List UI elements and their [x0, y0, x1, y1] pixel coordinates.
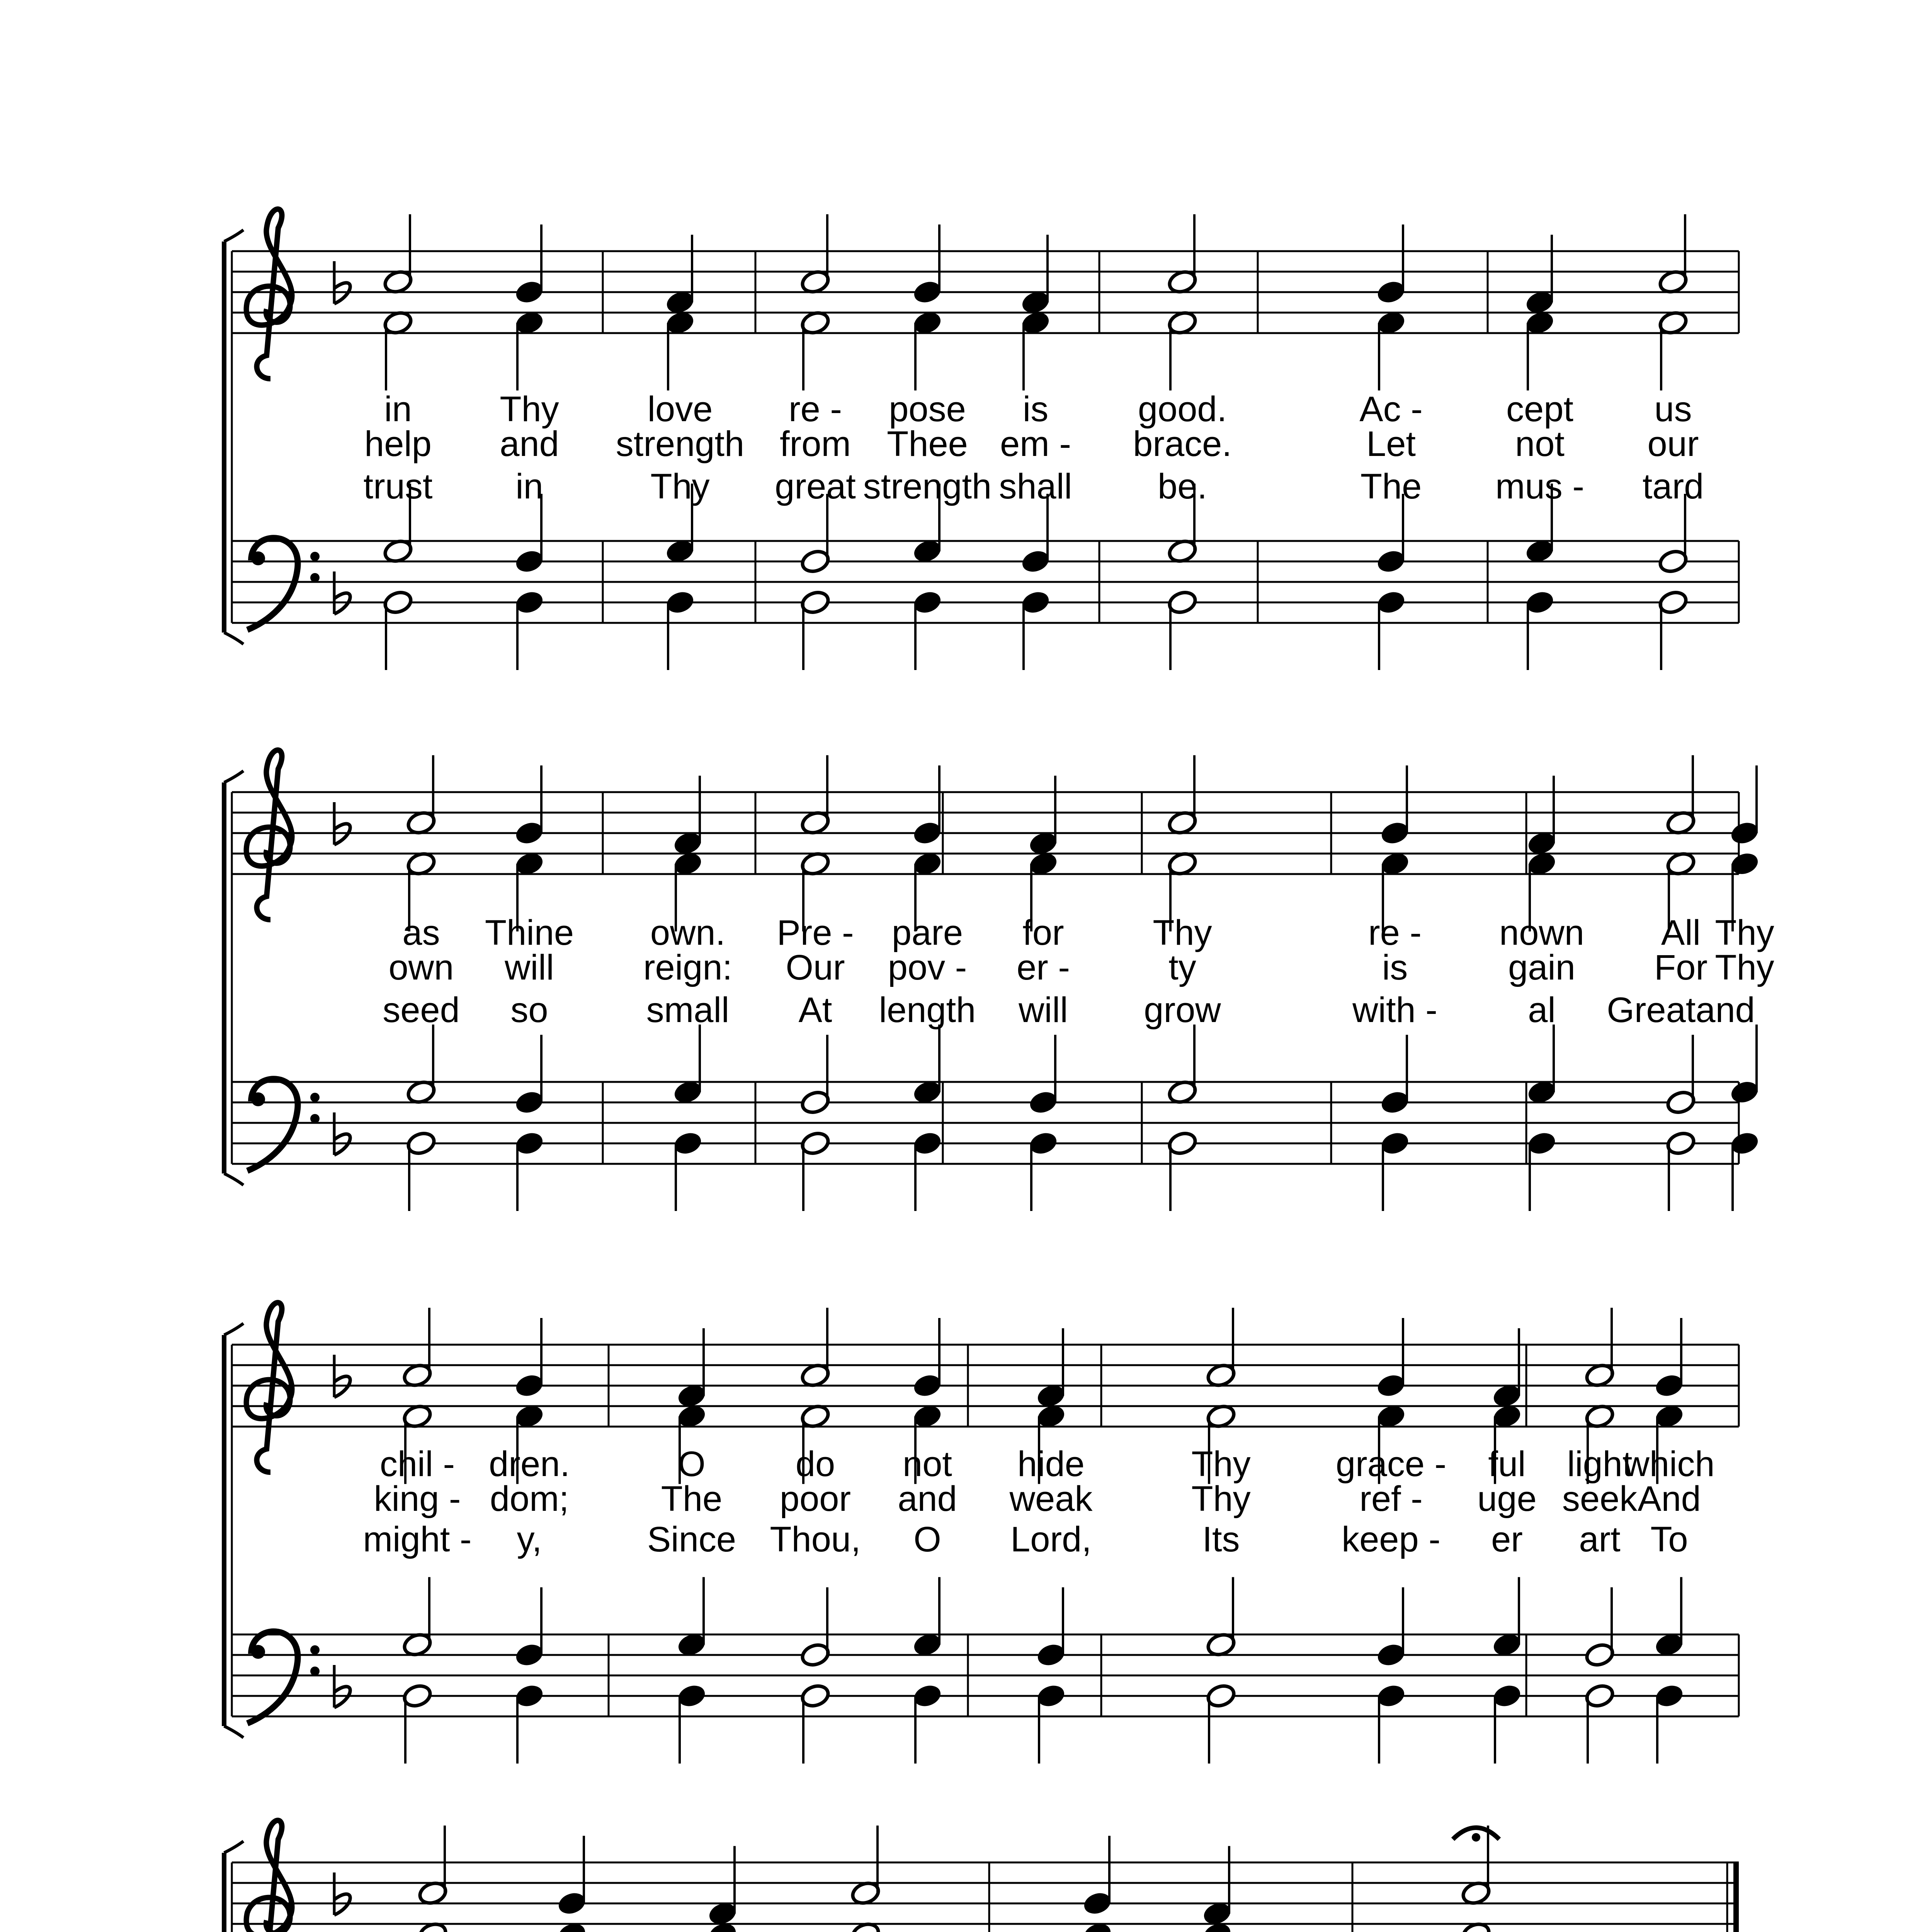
lyric-word: cept — [1506, 389, 1573, 429]
bass-note — [912, 1683, 943, 1764]
treble-clef-icon — [247, 750, 292, 920]
tenor-note — [912, 1577, 943, 1658]
soprano-note — [514, 224, 545, 305]
tenor-note — [1028, 1035, 1059, 1116]
alto-note — [1658, 310, 1689, 390]
lyric-word: with - — [1352, 990, 1437, 1030]
bass-note — [665, 589, 696, 670]
lyric-word: al — [1528, 990, 1556, 1030]
bracket-hook — [224, 1726, 243, 1738]
soprano-note — [800, 1308, 831, 1389]
lyric-word: em - — [1000, 424, 1071, 464]
soprano-note — [665, 235, 696, 316]
bass-note — [514, 1130, 545, 1211]
tenor-note — [672, 1025, 703, 1105]
lyric-word: Ac - — [1359, 389, 1423, 429]
bass-note — [800, 1130, 831, 1211]
lyric-word: er - — [1017, 948, 1070, 987]
lyric-word: Since — [647, 1520, 736, 1559]
flat-bowl — [334, 283, 350, 304]
lyric-word: king - — [374, 1479, 461, 1519]
soprano-note — [383, 214, 413, 295]
lyric-word: dom; — [490, 1479, 569, 1519]
lyric-word: strength — [863, 467, 992, 506]
bass-note — [406, 1130, 437, 1211]
note-head — [1082, 1921, 1113, 1932]
soprano-note — [912, 1318, 943, 1399]
alto-note — [383, 310, 413, 390]
soprano-note — [1492, 1328, 1522, 1409]
lyric-word: Thy — [1715, 948, 1774, 987]
tenor-note — [1492, 1577, 1522, 1658]
bass-clef-dot — [310, 1645, 320, 1655]
bass-note — [1206, 1683, 1236, 1764]
soprano-note — [1654, 1318, 1685, 1399]
lyric-word: seek — [1562, 1479, 1638, 1519]
lyric-word: er — [1491, 1520, 1523, 1559]
bass-note — [1020, 589, 1051, 670]
soprano-note — [1202, 1846, 1233, 1927]
lyric-word: Thee — [887, 424, 968, 464]
lyric-word: shall — [999, 467, 1072, 506]
tenor-note — [1379, 1035, 1410, 1116]
lyric-word: poor — [779, 1479, 851, 1519]
soprano-note — [1524, 235, 1555, 316]
tenor-note — [1036, 1587, 1066, 1668]
soprano-note — [514, 765, 545, 846]
lyric-word: Thy — [1191, 1479, 1251, 1519]
tenor-note — [912, 1025, 943, 1105]
alto-note — [665, 310, 696, 390]
soprano-note — [912, 224, 943, 305]
soprano-note — [800, 755, 831, 836]
soprano-note — [1376, 1318, 1406, 1399]
lyric-word: which — [1624, 1444, 1715, 1484]
lyric-word: might - — [363, 1520, 472, 1559]
bass-note — [1028, 1130, 1059, 1211]
lyric-word: not — [1515, 424, 1565, 464]
lyric-word: grow — [1144, 990, 1221, 1030]
lyric-word: for — [1022, 913, 1064, 952]
bass-note — [912, 1130, 943, 1211]
treble-clef-icon — [247, 209, 292, 379]
lyric-word: And — [1638, 1479, 1701, 1519]
lyric-word: Let — [1366, 424, 1416, 464]
soprano-note — [1206, 1308, 1236, 1389]
bass-note — [676, 1683, 707, 1764]
bass-note — [383, 589, 413, 670]
soprano-note — [514, 1318, 545, 1399]
lyric-word: ful — [1488, 1444, 1526, 1484]
bass-note — [1654, 1683, 1685, 1764]
alto-note — [912, 310, 943, 390]
lyric-word: For — [1654, 948, 1708, 987]
lyric-word: The — [661, 1479, 723, 1519]
tenor-note — [1206, 1577, 1236, 1658]
bass-note — [1036, 1683, 1066, 1764]
treble-clef-icon — [247, 1820, 292, 1932]
tenor-note — [402, 1577, 433, 1658]
bass-note — [800, 1683, 831, 1764]
bass-note — [1379, 1130, 1410, 1211]
lyric-word: own — [388, 948, 454, 987]
lyric-word: help — [364, 424, 432, 464]
bass-clef-shape — [247, 1631, 298, 1723]
alto-note — [556, 1921, 587, 1932]
soprano-note — [417, 1826, 448, 1906]
lyric-word: re - — [789, 389, 842, 429]
lyric-word: not — [903, 1444, 952, 1484]
treble-clef-shape — [247, 209, 292, 379]
lyric-word: length — [879, 990, 976, 1030]
lyric-word: strength — [616, 424, 745, 464]
soprano-note — [800, 214, 831, 295]
bass-note — [1584, 1683, 1615, 1764]
treble-clef-shape — [247, 1820, 292, 1932]
lyric-word: re - — [1368, 913, 1422, 952]
flat-bowl — [334, 1376, 350, 1397]
soprano-note — [672, 776, 703, 857]
bass-staff — [232, 1082, 1739, 1164]
lyric-word: brace. — [1133, 424, 1232, 464]
lyric-word: will — [1019, 990, 1068, 1030]
flat-icon — [334, 1112, 350, 1155]
bass-note — [1167, 1130, 1198, 1211]
alto-note — [1082, 1921, 1113, 1932]
flat-icon — [334, 261, 350, 304]
lyric-word: light — [1567, 1444, 1633, 1484]
bracket-hook — [224, 1173, 243, 1185]
lyric-word: own. — [650, 913, 726, 952]
lyric-word: trust — [363, 467, 433, 506]
bass-clef-dot — [310, 573, 320, 582]
lyric-word: from — [780, 424, 851, 464]
tenor-note — [800, 1035, 831, 1116]
soprano-note — [1036, 1328, 1066, 1409]
treble-staff — [232, 251, 1739, 333]
lyric-word: uge — [1477, 1479, 1537, 1519]
lyric-word: in — [515, 467, 543, 506]
lyric-word: our — [1647, 424, 1699, 464]
bass-note — [1376, 589, 1406, 670]
lyric-word: ty — [1168, 948, 1196, 987]
tenor-note — [406, 1025, 437, 1105]
lyric-word: nown — [1499, 913, 1584, 952]
system-4 — [224, 1841, 1739, 1932]
flat-icon — [334, 571, 350, 614]
bass-clef-shape — [247, 538, 298, 630]
lyric-word: is — [1382, 948, 1408, 987]
lyric-word: chil - — [379, 1444, 455, 1484]
lyric-word: in — [384, 389, 412, 429]
lyric-word: will — [505, 948, 554, 987]
soprano-note — [1379, 765, 1410, 846]
lyric-word: tard — [1642, 467, 1704, 506]
soprano-note — [1082, 1836, 1113, 1917]
lyric-word: small — [646, 990, 730, 1030]
lyric-word: Thy — [1191, 1444, 1251, 1484]
note-head — [850, 1921, 881, 1932]
lyric-word: To — [1650, 1520, 1688, 1559]
lyric-word: O — [913, 1520, 941, 1559]
lyric-word: as — [402, 913, 440, 952]
lyric-word: O — [678, 1444, 706, 1484]
treble-staff — [232, 1862, 1739, 1932]
flat-bowl — [334, 824, 350, 845]
bracket-hook — [224, 771, 243, 782]
bass-note — [672, 1130, 703, 1211]
lyric-word: do — [795, 1444, 835, 1484]
bass-note — [514, 1683, 545, 1764]
bass-clef-shape — [247, 1079, 298, 1171]
treble-clef-icon — [247, 1303, 292, 1472]
lyric-word: be. — [1158, 467, 1207, 506]
bracket-hook — [224, 1841, 243, 1853]
bracket-hook — [224, 633, 243, 644]
lyric-word: Greatand — [1607, 990, 1755, 1030]
lyric-word: Its — [1202, 1520, 1240, 1559]
tenor-note — [1665, 1035, 1696, 1116]
soprano-note — [1665, 755, 1696, 836]
lyric-word: dren. — [489, 1444, 570, 1484]
bass-note — [1665, 1130, 1696, 1211]
soprano-note — [912, 765, 943, 846]
soprano-note — [1167, 755, 1198, 836]
lyric-word: so — [510, 990, 548, 1030]
lyric-word: keep - — [1342, 1520, 1440, 1559]
bass-note — [1526, 1130, 1557, 1211]
lyric-word: Thy — [650, 467, 710, 506]
tenor-note — [514, 1587, 545, 1668]
bass-note — [1167, 589, 1198, 670]
lyric-word: y, — [517, 1520, 542, 1559]
bass-note — [1492, 1683, 1522, 1764]
bass-clef-icon — [247, 1631, 320, 1723]
bass-clef-dot — [310, 1667, 320, 1676]
alto-note — [514, 310, 545, 390]
lyric-word: and — [500, 424, 559, 464]
soprano-note — [1584, 1308, 1615, 1389]
soprano-note — [556, 1836, 587, 1917]
soprano-note — [402, 1308, 433, 1389]
lyric-word: Lord, — [1010, 1520, 1092, 1559]
note-head — [417, 1921, 448, 1932]
bracket-hook — [224, 1323, 243, 1335]
lyric-word: us — [1654, 389, 1692, 429]
treble-clef-shape — [247, 750, 292, 920]
bass-clef-dot — [310, 1093, 320, 1102]
lyric-word: great — [775, 467, 856, 506]
lyric-word: Thine — [485, 913, 574, 952]
lyric-word: pose — [889, 389, 966, 429]
bass-note — [912, 589, 943, 670]
alto-note — [1461, 1921, 1492, 1932]
bass-clef-dot — [310, 552, 320, 561]
tenor-note — [1167, 1025, 1198, 1105]
soprano-note — [850, 1826, 881, 1906]
lyric-word: hide — [1017, 1444, 1085, 1484]
lyric-word: seed — [383, 990, 460, 1030]
bass-clef-dot — [251, 1645, 265, 1659]
lyric-word: At — [798, 990, 832, 1030]
soprano-note — [1526, 776, 1557, 857]
tenor-note — [514, 1035, 545, 1116]
bass-clef-icon — [247, 1079, 320, 1171]
lyric-word: All — [1661, 913, 1701, 952]
alto-note — [800, 310, 831, 390]
flat-bowl — [334, 1134, 350, 1155]
tenor-note — [1654, 1577, 1685, 1658]
bass-note — [1729, 1130, 1760, 1211]
alto-note — [417, 1921, 448, 1932]
bass-note — [800, 589, 831, 670]
bass-note — [402, 1683, 433, 1764]
flat-icon — [334, 1665, 350, 1708]
lyric-word: Thy — [1715, 913, 1774, 952]
alto-note — [1167, 310, 1198, 390]
lyric-word: Thou, — [770, 1520, 861, 1559]
lyric-word: love — [647, 389, 713, 429]
bass-clef-dot — [251, 1092, 265, 1106]
soprano-note — [707, 1846, 738, 1927]
note-head — [556, 1921, 587, 1932]
lyric-word: mus - — [1495, 467, 1584, 506]
lyric-word: grace - — [1335, 1444, 1447, 1484]
soprano-note — [1020, 235, 1051, 316]
flat-bowl — [334, 1687, 350, 1708]
bass-staff — [232, 541, 1739, 623]
lyric-word: weak — [1009, 1479, 1093, 1519]
bracket-hook — [224, 230, 243, 242]
lyric-word: gain — [1508, 948, 1575, 987]
soprano-note — [406, 755, 437, 836]
fermata-dot — [1472, 1833, 1480, 1842]
note-head — [1461, 1921, 1492, 1932]
soprano-note — [1729, 765, 1760, 846]
tenor-note — [1526, 1025, 1557, 1105]
bass-note — [514, 589, 545, 670]
tenor-note — [676, 1577, 707, 1658]
tenor-note — [1584, 1587, 1615, 1668]
lyric-word: good. — [1138, 389, 1227, 429]
flat-icon — [334, 802, 350, 845]
lyric-word: The — [1360, 467, 1422, 506]
alto-note — [1376, 310, 1406, 390]
treble-clef-shape — [247, 1303, 292, 1472]
flat-icon — [334, 1355, 350, 1397]
flat-icon — [334, 1872, 350, 1915]
tenor-note — [1729, 1025, 1760, 1105]
lyric-word: Thy — [1153, 913, 1212, 952]
bass-clef-dot — [251, 551, 265, 565]
bass-clef-icon — [247, 538, 320, 630]
lyric-word: Thy — [500, 389, 559, 429]
lyric-word: is — [1022, 389, 1049, 429]
lyric-word: Our — [786, 948, 845, 987]
lyric-word: ref - — [1359, 1479, 1423, 1519]
lyric-word: art — [1579, 1520, 1621, 1559]
flat-bowl — [334, 593, 350, 614]
lyric-word: and — [898, 1479, 957, 1519]
bass-note — [1524, 589, 1555, 670]
soprano-note — [1658, 214, 1689, 295]
soprano-note — [1376, 224, 1406, 305]
soprano-note — [676, 1328, 707, 1409]
tenor-note — [800, 1587, 831, 1668]
final-barline-thick — [1733, 1862, 1739, 1932]
lyric-word: pov - — [888, 948, 967, 987]
flat-bowl — [334, 1894, 350, 1915]
bass-note — [1376, 1683, 1406, 1764]
alto-note — [1020, 310, 1051, 390]
bass-note — [1658, 589, 1689, 670]
soprano-note — [1028, 776, 1059, 857]
lyric-word: Pre - — [777, 913, 854, 952]
alto-note — [1524, 310, 1555, 390]
alto-note — [850, 1921, 881, 1932]
tenor-note — [1376, 1587, 1406, 1668]
treble-staff — [232, 792, 1739, 874]
soprano-note — [1167, 214, 1198, 295]
bass-clef-dot — [310, 1114, 320, 1123]
lyric-word: pare — [891, 913, 963, 952]
lyric-word: reign: — [643, 948, 733, 987]
